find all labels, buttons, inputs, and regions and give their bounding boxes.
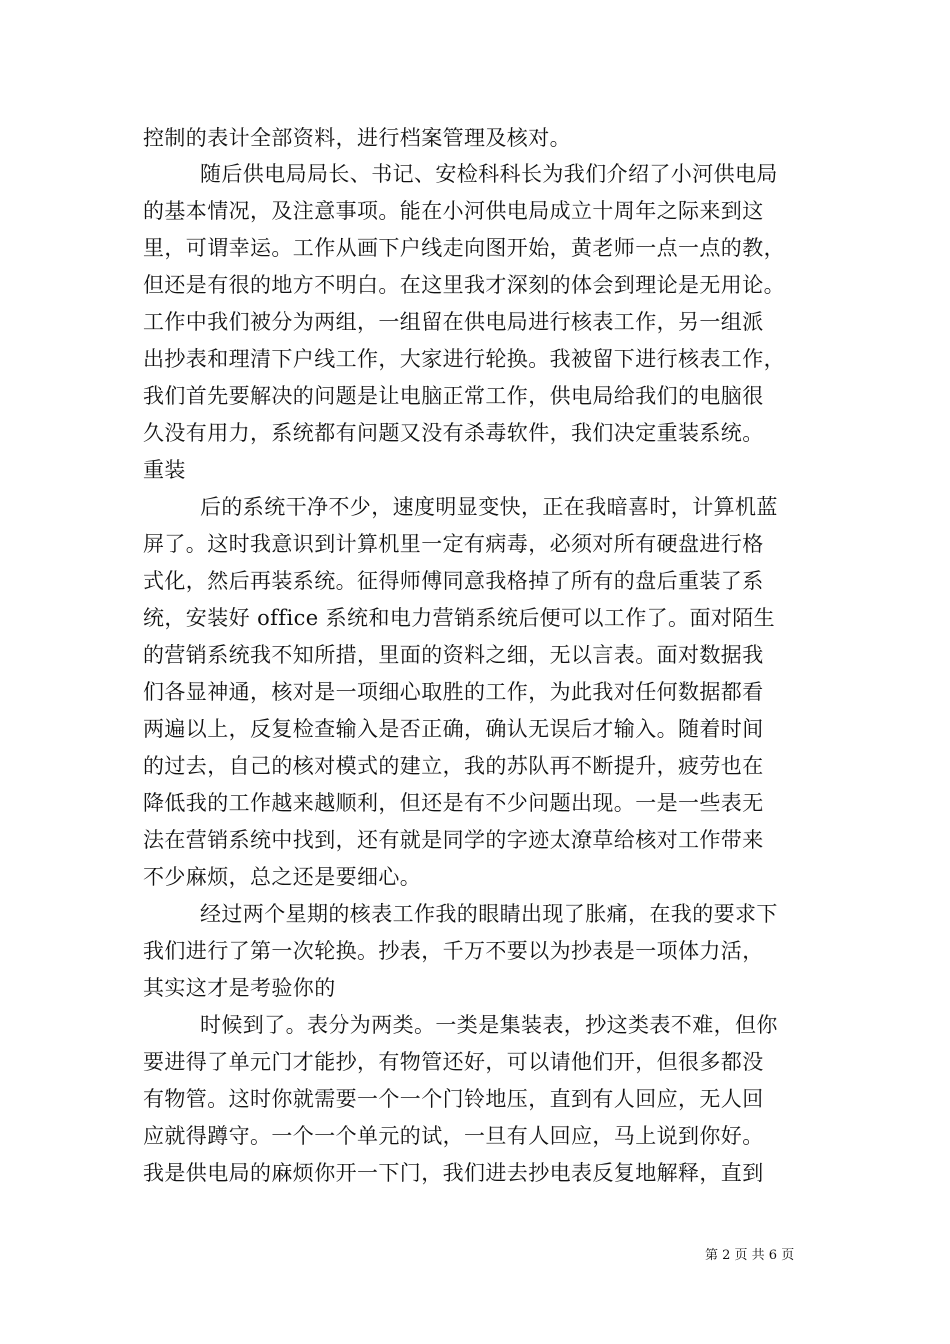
text-line-21: 不少麻烦，总之还是要细心。 [143,865,422,889]
text-line-20: 法在营销系统中找到，还有就是同学的字迹太潦草给核对工作带来 [143,828,764,852]
text-line-22: 经过两个星期的核表工作我的眼睛出现了胀痛，在我的要求下 [200,902,778,926]
page-number-footer: 第 2 页 共 6 页 [705,1248,795,1263]
text-line-14: 统，安装好 office 系统和电力营销系统后便可以工作了。面对陌生 [143,606,776,630]
text-line-9: 久没有用力，系统都有问题又没有杀毒软件，我们决定重装系统。 [143,421,764,445]
text-line-16: 们各显神通，核对是一项细心取胜的工作，为此我对任何数据都看 [143,680,764,704]
text-line-28: 应就得蹲守。一个一个单元的试，一旦有人回应，马上说到你好。 [143,1124,764,1148]
text-line-27: 有物管。这时你就需要一个一个门铃地压，直到有人回应，无人回 [143,1087,764,1111]
text-line-8: 我们首先要解决的问题是让电脑正常工作，供电局给我们的电脑很 [143,384,764,408]
text-line-11: 后的系统干净不少，速度明显变快，正在我暗喜时，计算机蓝 [200,495,778,519]
text-line-25: 时候到了。表分为两类。一类是集装表，抄这类表不难，但你 [200,1013,778,1037]
text-line-5: 但还是有很的地方不明白。在这里我才深刻的体会到理论是无用论。 [143,273,785,297]
text-line-3: 的基本情况，及注意事项。能在小河供电局成立十周年之际来到这 [143,199,764,223]
text-line-18: 的过去，自己的核对模式的建立，我的苏队再不断提升，疲劳也在 [143,754,764,778]
text-line-17: 两遍以上，反复检查输入是否正确，确认无误后才输入。随着时间 [143,717,764,741]
text-line-6: 工作中我们被分为两组，一组留在供电局进行核表工作，另一组派 [143,310,764,334]
text-line-15: 的营销系统我不知所措，里面的资料之细，无以言表。面对数据我 [143,643,764,667]
text-line-19: 降低我的工作越来越顺利，但还是有不少问题出现。一是一些表无 [143,791,764,815]
text-line-2: 随后供电局局长、书记、安检科科长为我们介绍了小河供电局 [200,162,778,186]
text-line-24: 其实这才是考验你的 [143,976,336,1000]
text-line-4: 里，可谓幸运。工作从画下户线走向图开始，黄老师一点一点的教， [143,236,785,260]
text-line-23: 我们进行了第一次轮换。抄表，千万不要以为抄表是一项体力活， [143,939,764,963]
text-line-26: 要进得了单元门才能抄，有物管还好，可以请他们开，但很多都没 [143,1050,764,1074]
text-line-7: 出抄表和理清下户线工作，大家进行轮换。我被留下进行核表工作， [143,347,785,371]
text-line-13: 式化，然后再装系统。征得师傅同意我格掉了所有的盘后重装了系 [143,569,764,593]
text-line-1: 控制的表计全部资料，进行档案管理及核对。 [143,126,571,150]
text-line-10: 重装 [143,458,186,482]
text-line-12: 屏了。这时我意识到计算机里一定有病毒，必须对所有硬盘进行格 [143,532,764,556]
text-line-29: 我是供电局的麻烦你开一下门，我们进去抄电表反复地解释，直到 [143,1161,764,1185]
